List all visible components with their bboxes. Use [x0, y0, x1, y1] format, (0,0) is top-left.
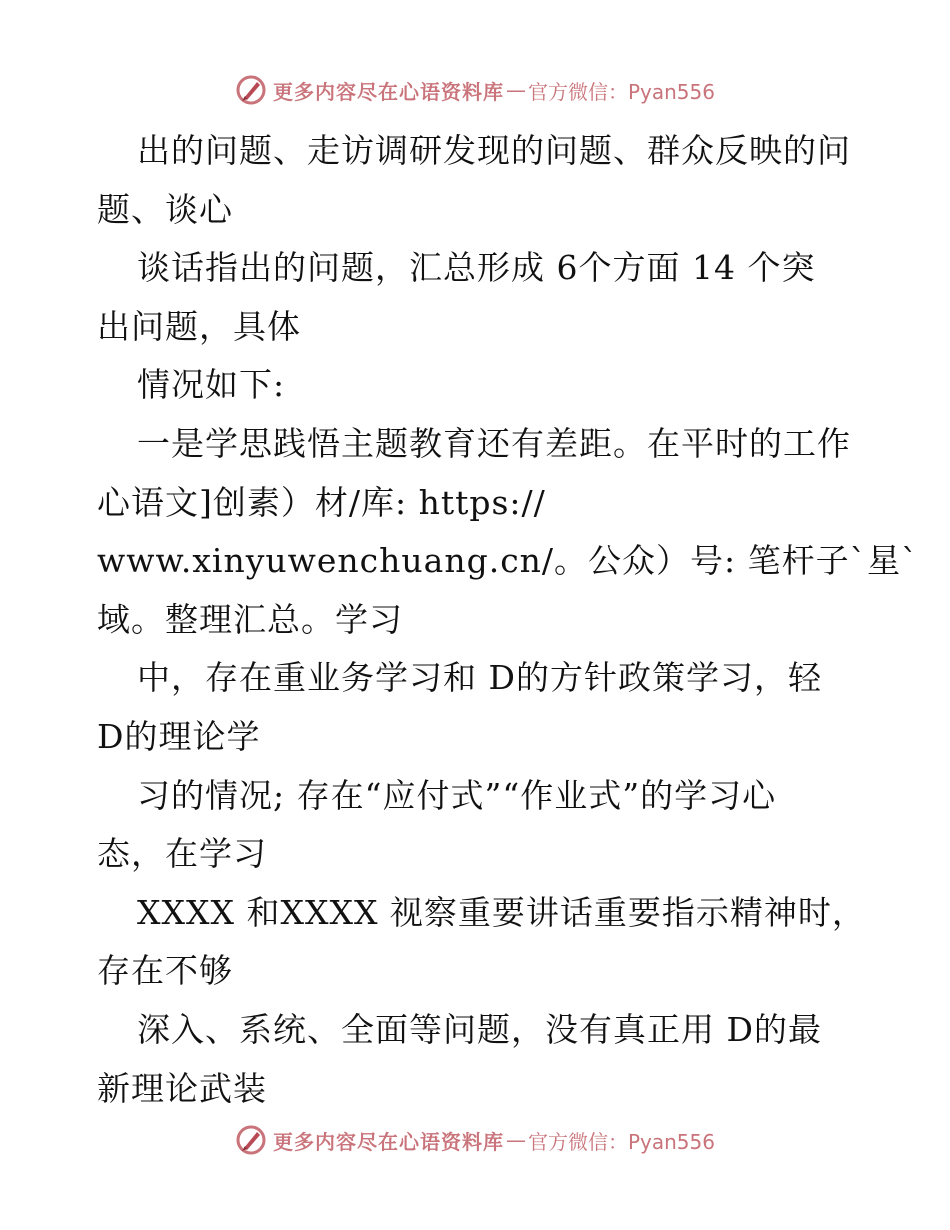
text-line: 中，存在重业务学习和 D的方针政策学习，轻	[137, 658, 822, 698]
text-line-url: www.xinyuwenchuang.cn/。公众）号: 笔杆子`星`	[97, 541, 919, 581]
banner-brand-text: 更多内容尽在心语资料库	[272, 1129, 504, 1154]
banner-dash: —	[505, 78, 526, 102]
text-line: 谈话指出的问题，汇总形成 6个方面 14 个突	[137, 248, 816, 288]
banner-wechat-text: 官方微信：Pyan556	[527, 79, 715, 104]
text-line: D的理论学	[97, 716, 261, 756]
feather-pen-logo-icon	[235, 74, 267, 106]
header-banner	[0, 70, 950, 110]
feather-pen-logo-icon	[235, 1124, 267, 1156]
text-line: 题、谈心	[97, 189, 233, 229]
text-line: 心语文]创素）材/库: https://	[97, 482, 546, 522]
text-line: 存在不够	[97, 951, 233, 991]
text-line: XXXX 和XXXX 视察重要讲话重要指示精神时，	[137, 892, 866, 932]
text-line: 深入、系统、全面等问题，没有真正用 D的最	[137, 1009, 822, 1049]
banner-dash: —	[505, 1128, 526, 1152]
text-line: 态，在学习	[97, 834, 267, 874]
text-line: 一是学思践悟主题教育还有差距。在平时的工作	[137, 423, 851, 463]
text-line: 出的问题、走访调研发现的问题、群众反映的问	[137, 131, 851, 170]
banner-brand-text: 更多内容尽在心语资料库	[272, 79, 504, 104]
text-line: 新理论武装	[97, 1068, 267, 1108]
banner-wechat-text: 官方微信：Pyan556	[527, 1129, 715, 1154]
text-line: 情况如下:	[137, 365, 286, 405]
document-body	[97, 122, 919, 1118]
footer-banner	[0, 1120, 950, 1160]
text-line: 出问题，具体	[97, 306, 301, 346]
text-line: 域。整理汇总。学习	[97, 599, 403, 639]
text-line: 习的情况; 存在“应付式”“作业式”的学习心	[137, 775, 777, 815]
